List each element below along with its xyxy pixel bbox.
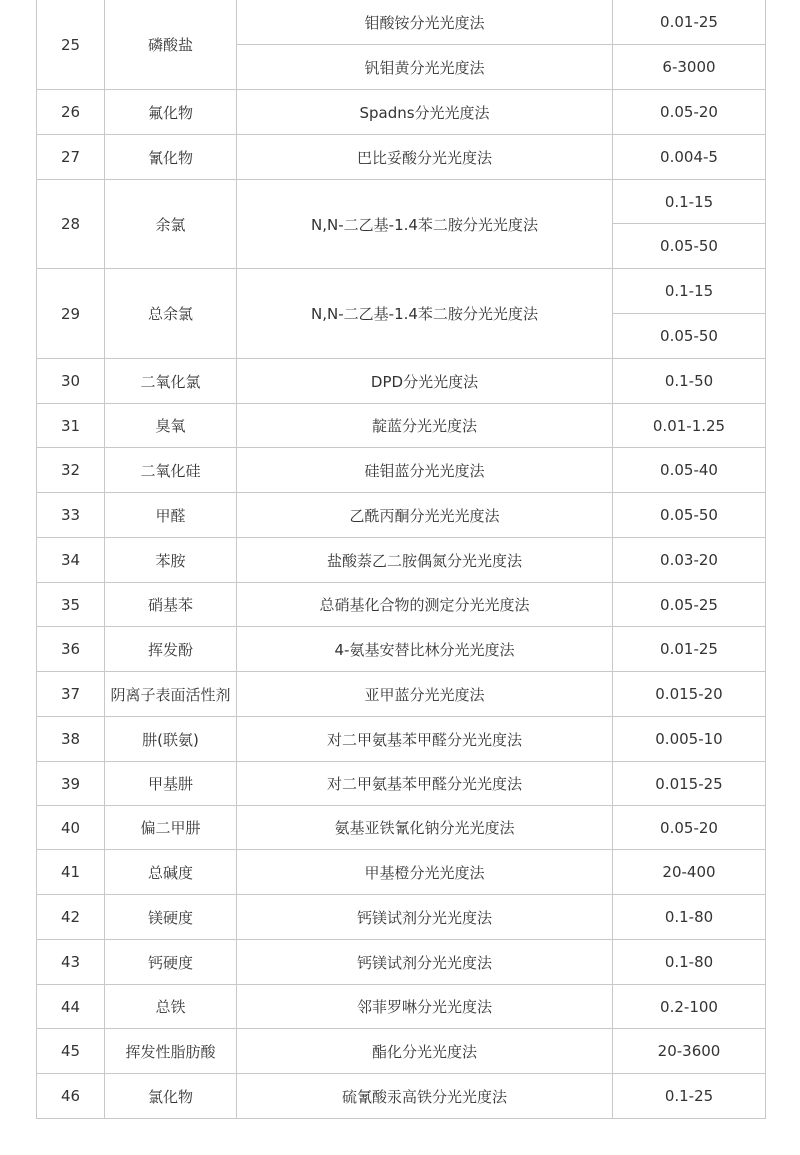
- range-cell: 0.05-20: [613, 90, 766, 135]
- row-number-cell: 30: [37, 359, 105, 404]
- range-cell: 6-3000: [613, 45, 766, 90]
- item-name-cell: 总碱度: [105, 850, 237, 895]
- range-cell: 0.1-80: [613, 940, 766, 985]
- item-name-cell: 阴离子表面活性剂: [105, 672, 237, 717]
- method-table: [36, 0, 766, 1119]
- range-cell: 0.004-5: [613, 135, 766, 180]
- range-cell: 0.1-25: [613, 1074, 766, 1119]
- range-cell: 20-400: [613, 850, 766, 895]
- range-cell: 0.05-50: [613, 493, 766, 538]
- row-number-cell: 33: [37, 493, 105, 538]
- table-row: [37, 762, 766, 806]
- range-cell: 0.015-20: [613, 672, 766, 717]
- table-row: [37, 1074, 766, 1119]
- method-cell: 巴比妥酸分光光度法: [237, 135, 613, 180]
- range-cell: 0.01-1.25: [613, 404, 766, 448]
- table-row: [37, 583, 766, 627]
- table-row: [37, 493, 766, 538]
- table-row: [37, 269, 766, 314]
- table-row: [37, 359, 766, 404]
- method-cell: 乙酰丙酮分光光光度法: [237, 493, 613, 538]
- table-row: [37, 90, 766, 135]
- method-cell: 邻菲罗啉分光光度法: [237, 985, 613, 1029]
- item-name-cell: 偏二甲肼: [105, 806, 237, 850]
- item-name-cell: 总余氯: [105, 269, 237, 359]
- method-cell: 硫氰酸汞高铁分光光度法: [237, 1074, 613, 1119]
- method-cell: 硅钼蓝分光光度法: [237, 448, 613, 493]
- range-cell: 0.005-10: [613, 717, 766, 762]
- row-number-cell: 29: [37, 269, 105, 359]
- method-cell: 甲基橙分光光度法: [237, 850, 613, 895]
- row-number-cell: 25: [37, 0, 105, 90]
- item-name-cell: 二氧化硅: [105, 448, 237, 493]
- range-cell: 0.1-80: [613, 895, 766, 940]
- method-cell: DPD分光光度法: [237, 359, 613, 404]
- item-name-cell: 镁硬度: [105, 895, 237, 940]
- item-name-cell: 氰化物: [105, 135, 237, 180]
- item-name-cell: 硝基苯: [105, 583, 237, 627]
- method-cell: 钙镁试剂分光光度法: [237, 895, 613, 940]
- table-row: [37, 627, 766, 672]
- row-number-cell: 35: [37, 583, 105, 627]
- method-cell: 4-氨基安替比林分光光度法: [237, 627, 613, 672]
- row-number-cell: 38: [37, 717, 105, 762]
- item-name-cell: 钙硬度: [105, 940, 237, 985]
- row-number-cell: 46: [37, 1074, 105, 1119]
- row-number-cell: 45: [37, 1029, 105, 1074]
- table-row: [37, 0, 766, 45]
- item-name-cell: 苯胺: [105, 538, 237, 583]
- range-cell: 0.01-25: [613, 627, 766, 672]
- item-name-cell: 二氧化氯: [105, 359, 237, 404]
- table-row: [37, 180, 766, 224]
- method-cell: 钙镁试剂分光光度法: [237, 940, 613, 985]
- row-number-cell: 39: [37, 762, 105, 806]
- row-number-cell: 41: [37, 850, 105, 895]
- method-cell: 氨基亚铁氰化钠分光光度法: [237, 806, 613, 850]
- table-row: [37, 850, 766, 895]
- row-number-cell: 32: [37, 448, 105, 493]
- row-number-cell: 26: [37, 90, 105, 135]
- item-name-cell: 甲基肼: [105, 762, 237, 806]
- method-cell: Spadns分光光度法: [237, 90, 613, 135]
- method-cell: N,N-二乙基-1.4苯二胺分光光度法: [237, 180, 613, 269]
- table-row: [37, 895, 766, 940]
- table-row: [37, 1029, 766, 1074]
- item-name-cell: 总铁: [105, 985, 237, 1029]
- method-cell: 靛蓝分光光度法: [237, 404, 613, 448]
- method-cell: 酯化分光光度法: [237, 1029, 613, 1074]
- range-cell: 0.2-100: [613, 985, 766, 1029]
- method-cell: 钒钼黄分光光度法: [237, 45, 613, 90]
- method-table-body: [37, 0, 766, 1119]
- row-number-cell: 43: [37, 940, 105, 985]
- range-cell: 0.05-25: [613, 583, 766, 627]
- row-number-cell: 27: [37, 135, 105, 180]
- table-row: [37, 538, 766, 583]
- range-cell: 0.05-20: [613, 806, 766, 850]
- range-cell: 0.01-25: [613, 0, 766, 45]
- range-cell: 0.1-50: [613, 359, 766, 404]
- range-cell: 0.1-15: [613, 269, 766, 314]
- table-row: [37, 940, 766, 985]
- method-cell: N,N-二乙基-1.4苯二胺分光光度法: [237, 269, 613, 359]
- row-number-cell: 31: [37, 404, 105, 448]
- method-cell: 对二甲氨基苯甲醛分光光度法: [237, 717, 613, 762]
- table-row: [37, 806, 766, 850]
- table-row: [37, 717, 766, 762]
- row-number-cell: 28: [37, 180, 105, 269]
- item-name-cell: 氯化物: [105, 1074, 237, 1119]
- range-cell: 20-3600: [613, 1029, 766, 1074]
- method-cell: 钼酸铵分光光度法: [237, 0, 613, 45]
- item-name-cell: 挥发酚: [105, 627, 237, 672]
- range-cell: 0.05-40: [613, 448, 766, 493]
- table-row: [37, 985, 766, 1029]
- table-row: [37, 404, 766, 448]
- range-cell: 0.1-15: [613, 180, 766, 224]
- table-row: [37, 135, 766, 180]
- row-number-cell: 34: [37, 538, 105, 583]
- item-name-cell: 甲醛: [105, 493, 237, 538]
- method-cell: 盐酸萘乙二胺偶氮分光光度法: [237, 538, 613, 583]
- method-cell: 亚甲蓝分光光度法: [237, 672, 613, 717]
- row-number-cell: 40: [37, 806, 105, 850]
- item-name-cell: 挥发性脂肪酸: [105, 1029, 237, 1074]
- row-number-cell: 44: [37, 985, 105, 1029]
- table-row: [37, 448, 766, 493]
- row-number-cell: 37: [37, 672, 105, 717]
- item-name-cell: 磷酸盐: [105, 0, 237, 90]
- method-cell: 对二甲氨基苯甲醛分光光度法: [237, 762, 613, 806]
- range-cell: 0.03-20: [613, 538, 766, 583]
- table-row: [37, 672, 766, 717]
- range-cell: 0.05-50: [613, 224, 766, 269]
- item-name-cell: 氟化物: [105, 90, 237, 135]
- method-cell: 总硝基化合物的测定分光光度法: [237, 583, 613, 627]
- item-name-cell: 臭氧: [105, 404, 237, 448]
- row-number-cell: 36: [37, 627, 105, 672]
- row-number-cell: 42: [37, 895, 105, 940]
- item-name-cell: 余氯: [105, 180, 237, 269]
- item-name-cell: 肼(联氨): [105, 717, 237, 762]
- range-cell: 0.05-50: [613, 314, 766, 359]
- range-cell: 0.015-25: [613, 762, 766, 806]
